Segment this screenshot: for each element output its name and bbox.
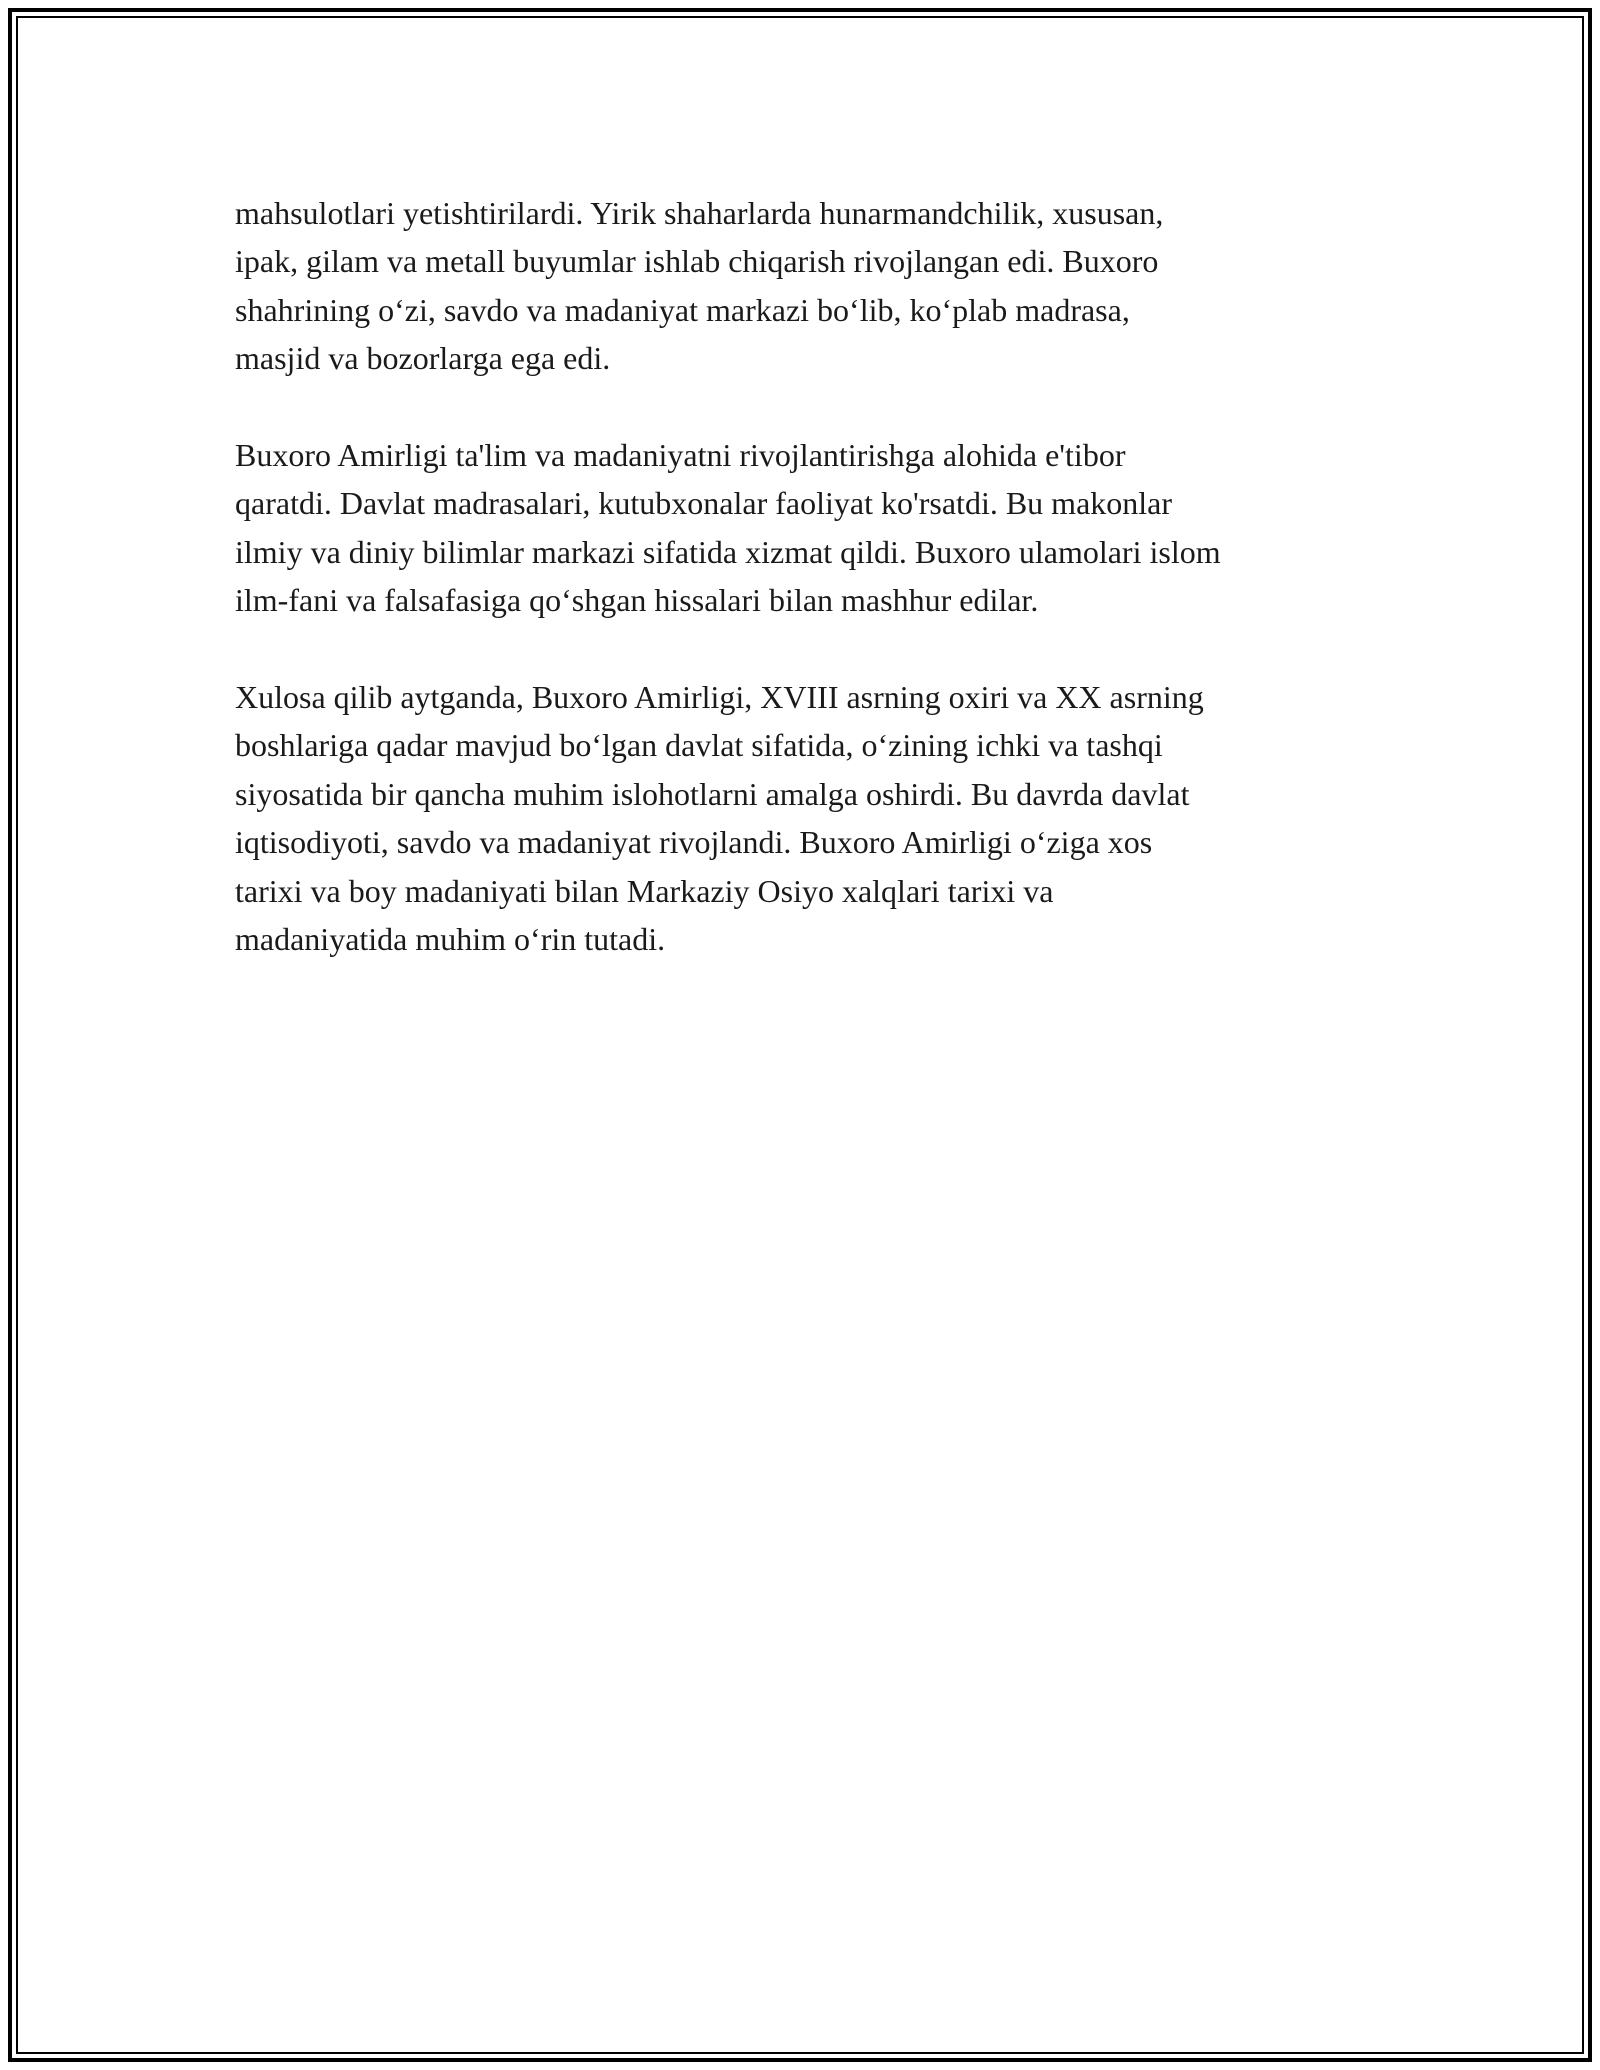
paragraph-3: Xulosa qilib aytganda, Buxoro Amirligi, XVIII asrning oxiri va XX asrning boshlariga qadar mavjud bo‘lgan davlat sifatida, o‘zining ichki va tashqi siyosatida bir qancha muhim islohotlarni amalga oshirdi. Bu davrda davlat iqtisodiyoti, savdo va madaniyat rivojlandi. Buxoro Amirligi o‘ziga xos tarixi va boy madaniyati bilan Markaziy Osiyo xalqlari tarixi va madaniyatida muhim o‘rin tutadi. [235, 679, 1204, 958]
paragraph-2: Buxoro Amirligi ta'lim va madaniyatni rivojlantirishga alohida e'tibor qaratdi. Davlat madrasalari, kutubxonalar faoliyat ko'rsatdi. Bu makonlar ilmiy va diniy bilimlar markazi sifatida xizmat qildi. Buxoro ulamolari islom ilm-fani va falsafasiga qo‘shgan hissalari bilan mashhur edilar. [235, 437, 1221, 619]
paragraph-1: mahsulotlari yetishtirilardi. Yirik shaharlarda hunarmandchilik, xususan, ipak, gilam va metall buyumlar ishlab chiqarish rivojlangan edi. Buxoro shahrining o‘zi, savdo va madaniyat markazi bo‘lib, ko‘plab madrasa, masjid va bozorlarga ega edi. [235, 195, 1164, 377]
document-body [235, 189, 1375, 1012]
